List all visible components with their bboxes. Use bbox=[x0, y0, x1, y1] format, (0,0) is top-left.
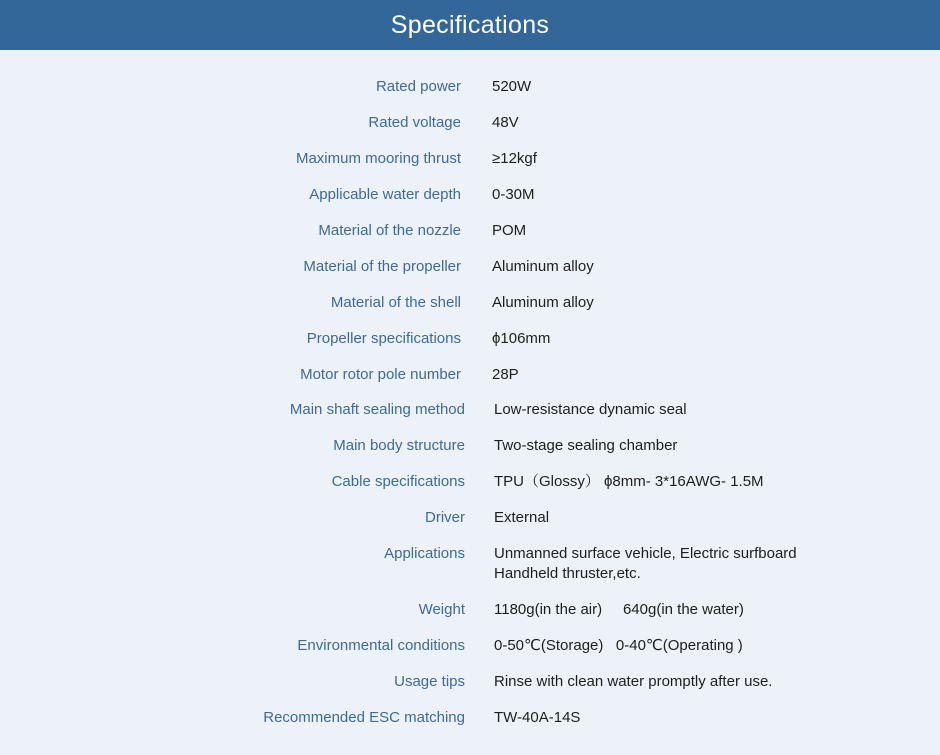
spec-value: TPU（Glossy） ϕ8mm- 3*16AWG- 1.5M bbox=[494, 473, 764, 490]
spec-label: Main shaft sealing method bbox=[289, 401, 465, 418]
spec-label: Weight bbox=[418, 601, 465, 618]
spec-label: Applications bbox=[384, 545, 465, 562]
spec-label: Maximum mooring thrust bbox=[295, 150, 461, 167]
spec-label: Motor rotor pole number bbox=[300, 366, 461, 383]
spec-value bbox=[494, 544, 797, 584]
spec-value: 28P bbox=[492, 366, 519, 383]
spec-value: 520W bbox=[492, 78, 532, 95]
spec-value: Rinse with clean water promptly after use. bbox=[494, 673, 773, 690]
spec-label: Rated power bbox=[375, 78, 461, 95]
spec-label: Material of the propeller bbox=[303, 258, 461, 275]
spec-label: Material of the nozzle bbox=[318, 222, 461, 239]
spec-value: 0-50℃(Storage) 0-40℃(Operating ) bbox=[494, 637, 743, 654]
spec-value: Aluminum alloy bbox=[492, 258, 594, 275]
spec-label: Applicable water depth bbox=[309, 186, 461, 203]
spec-label: Material of the shell bbox=[330, 294, 461, 311]
spec-value: 1180g(in the air) 640g(in the water) bbox=[494, 601, 744, 618]
spec-value: POM bbox=[492, 222, 527, 239]
spec-value: External bbox=[494, 509, 550, 526]
spec-value: Two-stage sealing chamber bbox=[494, 437, 678, 454]
spec-value-line: Unmanned surface vehicle, Electric surfboard bbox=[494, 545, 797, 562]
spec-value: Aluminum alloy bbox=[492, 294, 594, 311]
spec-label: Rated voltage bbox=[368, 114, 461, 131]
spec-label: Cable specifications bbox=[331, 473, 465, 490]
spec-label: Usage tips bbox=[394, 673, 465, 690]
spec-value: TW-40A-14S bbox=[494, 709, 581, 726]
spec-label: Propeller specifications bbox=[306, 330, 461, 347]
page-header bbox=[0, 0, 940, 50]
page-title: Specifications bbox=[390, 10, 550, 39]
spec-value-line: Handheld thruster,etc. bbox=[494, 565, 641, 582]
spec-label: Main body structure bbox=[333, 437, 465, 454]
spec-label: Recommended ESC matching bbox=[263, 709, 465, 726]
spec-label: Environmental conditions bbox=[297, 637, 465, 654]
spec-value: 48V bbox=[492, 114, 519, 131]
spec-label: Driver bbox=[425, 509, 465, 526]
spec-value: ≥12kgf bbox=[492, 150, 537, 167]
spec-value: ϕ106mm bbox=[492, 330, 551, 347]
spec-value: Low-resistance dynamic seal bbox=[494, 401, 687, 418]
spec-value: 0-30M bbox=[492, 186, 535, 203]
